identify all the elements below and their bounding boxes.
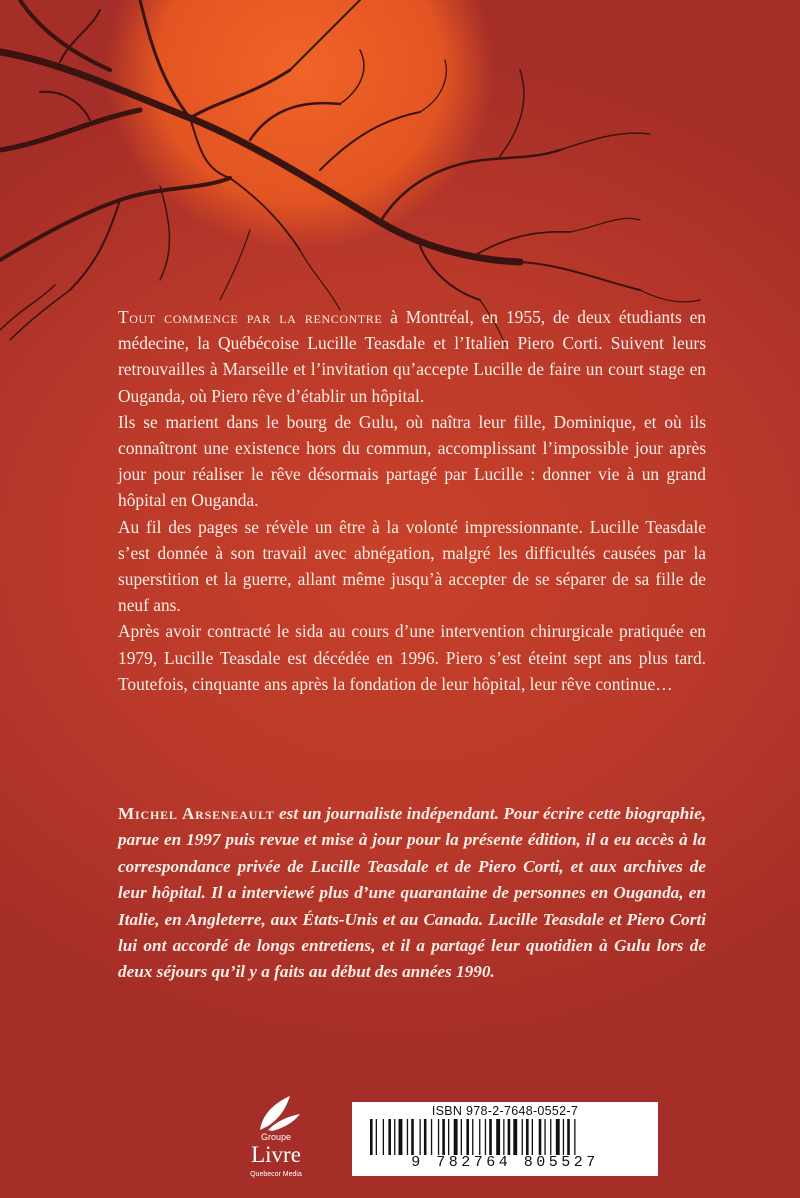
isbn-barcode: [352, 1102, 658, 1176]
synopsis-paragraph-4: Après avoir contracté le sida au cours d’une intervention chirurgicale pratiquée en 1979, Lucille Teasdale est décédée en 1996. Piero s’est éteint sept ans plus tard. Toutefois, cinquante ans après la fondation de leur hôpital, leur rêve continue…: [118, 621, 706, 694]
isbn-label: ISBN 978-2-7648-0552-7: [431, 1104, 579, 1118]
tree-branches-illustration: [0, 0, 800, 350]
synopsis-lead: Tout commence par la rencontre: [118, 307, 383, 327]
publisher-parent: Quebecor Media: [250, 1171, 302, 1178]
barcode-digits: 9 782764 805527: [411, 1154, 599, 1171]
author-bio-text: est un journaliste indépendant. Pour écrire cette biographie, parue en 1997 puis revue et mise à jour pour la présente édition, il a eu accès à la correspondance privée de Lucille Teasdale et de Piero Corti, et aux archives de leur hôpital. Il a interviewé plus d’une quarantaine de personnes en Ouganda, en Italie, en Angleterre, aux États-Unis et au Canada. Lucille Teasdale et Piero Corti lui ont accordé de longs entretiens, et il a partagé leur quotidien à Gulu lors de deux séjours qu’il y a faits au début des années 1990.: [118, 804, 706, 982]
publisher-name: Livre: [251, 1142, 301, 1167]
author-bio: [118, 801, 706, 986]
synopsis-paragraph-1: [118, 304, 706, 409]
publisher-group-label: Groupe: [260, 1132, 292, 1142]
author-name: Michel Arseneault: [118, 804, 275, 823]
synopsis-text: [118, 304, 706, 697]
leaf-icon: [238, 1090, 314, 1134]
synopsis-paragraph-1-text: à Montréal, en 1955, de deux étudiants en médecine, la Québécoise Lucille Teasdale et l’Italien Piero Corti. Suivent leurs retrouvailles à Marseille et l’invitation qu’accepte Lucille de faire un court stage en Ouganda, où Piero rêve d’établir un hôpital.: [118, 307, 706, 406]
publisher-logo: [238, 1090, 328, 1180]
synopsis-paragraph-2: Ils se marient dans le bourg de Gulu, où naîtra leur fille, Dominique, et où ils connaîtront une existence hors du commun, accomplissant l’impossible jour après jour pour réaliser le rêve désormais partagé par Lucille : donner vie à un grand hôpital en Ouganda.: [118, 411, 706, 511]
synopsis-paragraph-3: Au fil des pages se révèle un être à la volonté impressionnante. Lucille Teasdale s’est donnée à son travail avec abnégation, malgré les difficultés causées par la superstition et la guerre, allant même jusqu’à accepter de se séparer de sa fille de neuf ans.: [118, 516, 706, 616]
